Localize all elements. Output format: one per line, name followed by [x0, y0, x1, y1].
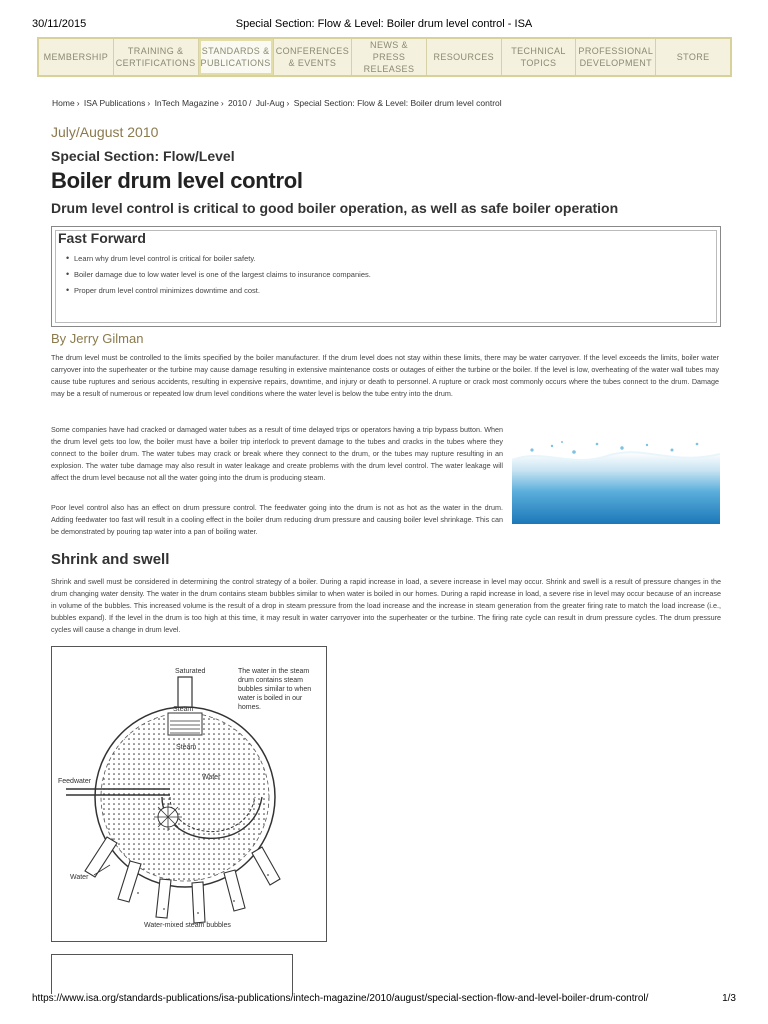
figure-label-water-tube: Water	[70, 874, 89, 881]
issue-date: July/August 2010	[51, 124, 159, 140]
article-deck: Drum level control is critical to good boiler operation, as well as safe boiler operation	[51, 200, 619, 216]
breadcrumb-year[interactable]: 2010	[228, 98, 247, 108]
paragraph: Poor level control also has an effect on drum pressure control. The feedwater going into the drum is not as hot as the water in the drum. Adding feedwater too fast will result in a cooling effect in the boiler drum reducing drum pressure and causing boiler level shrinkage. This can be demonstrated by pouring tap water into a pan of boiling water.	[51, 503, 503, 536]
paragraph: Shrink and swell must be considered in determining the control strategy of a boiler. During a rapid increase in load, a severe increase in level may occur. Shrink and swell is a result of pressure changes in the drum changing water density. The water in the drum contains steam bubbles similar to when water is boiled in our homes. During a rapid increase in load, a severe rise in level may occur because of an increase in volume of the bubbles. This increased volume is the result of a drop in steam pressure from the load increase and the increase in steam generation from the greater firing rate to match the load increase (i.e., bubbles expand). If the level in the drum is too high at this time, it may result in water carryover into the superheater or the turbine. The firing rate cycle can result in drum pressure cycles. The drum pressure cycles will cause a change in drum level.	[51, 577, 721, 634]
breadcrumb-issue[interactable]: Jul-Aug	[255, 98, 285, 108]
breadcrumb-home[interactable]: Home	[52, 98, 75, 108]
fast-forward-list	[66, 254, 371, 302]
water-splash-image	[512, 438, 720, 524]
nav-training-certifications[interactable]: TRAINING & CERTIFICATIONS	[113, 39, 198, 75]
article-title: Boiler drum level control	[51, 168, 303, 193]
nav-news-press[interactable]: NEWS & PRESS RELEASES	[351, 39, 426, 75]
list-item: • Proper drum level control minimizes downtime and cost.	[66, 286, 371, 295]
boiler-drum-figure	[51, 646, 327, 942]
print-header	[32, 18, 736, 30]
list-item: • Boiler damage due to low water level is one of the largest claims to insurance companies.	[66, 270, 371, 279]
section-heading: Shrink and swell	[51, 551, 170, 568]
steam-separator	[168, 713, 202, 735]
paragraph: The drum level must be controlled to the limits specified by the boiler manufacturer. If the drum level does not stay within these limits, there may be water carryover. If the level exceeds the limits, boiler water carryover into the superheater or the turbine may cause damage resulting in extensive maintenance costs or outages of either the turbine or the boiler. If the level is low, overheating of the water wall tubes may cause tube ruptures and serious accidents, resulting in expensive repairs, downtime, and injury or death to personnel. A rupture or crack most commonly occurs where the tubes connect to the drum. Damage may be a result of numerous or repeated low drum level conditions where the water level is below the tube entry into the drum.	[51, 353, 719, 398]
breadcrumb-current: Special Section: Flow & Level: Boiler drum level control	[293, 98, 502, 108]
print-footer	[32, 993, 736, 1004]
print-date: 30/11/2015	[32, 18, 87, 30]
nav-conferences-events[interactable]: CONFERENCES & EVENTS	[273, 39, 351, 75]
figure-label-steam-top: Steam	[173, 706, 194, 713]
print-page-title: Special Section: Flow & Level: Boiler drum level control - ISA	[235, 18, 533, 30]
breadcrumb-intech[interactable]: InTech Magazine	[154, 98, 219, 108]
breadcrumb-isa-publications[interactable]: ISA Publications	[83, 98, 146, 108]
figure-label-steam: Steam	[176, 744, 197, 751]
nav-membership[interactable]: MEMBERSHIP	[43, 52, 109, 62]
nav-store[interactable]: STORE	[655, 39, 730, 75]
figure-label-feedwater: Feedwater	[58, 778, 92, 785]
paragraph: Some companies have had cracked or damaged water tubes as a result of time delayed trips or operators having a trip bypass button. When the drum level gets too low, the boiler must have a boiler trip interlock to prevent damage to the tubes and cracks in the tubes where they connect to the boiler drum. The water tubes may crack or break where they connect to the drum, or the tubes may rupture resulting in an explosion. The water tube damage may also result in water leakage and create problems with the drum level control. The water leakage will affect the drum level because not all the water going into the drum is producing steam.	[51, 425, 503, 482]
byline: By Jerry Gilman	[51, 331, 144, 346]
figure-label-water: Water	[202, 774, 221, 781]
list-item: • Learn why drum level control is critical for boiler safety.	[66, 254, 371, 263]
fast-forward-title: Fast Forward	[58, 230, 146, 246]
nav-professional-development[interactable]: PROFESSIONAL DEVELOPMENT	[575, 39, 655, 75]
nav-resources[interactable]: RESOURCES	[426, 39, 501, 75]
nav-technical-topics[interactable]: TECHNICAL TOPICS	[501, 39, 576, 75]
section-kicker: Special Section: Flow/Level	[51, 148, 235, 164]
nav-standards-publications[interactable]: STANDARDS & PUBLICATIONS	[198, 39, 273, 75]
boiler-drum-diagram	[52, 647, 326, 941]
fast-forward-box	[51, 226, 721, 327]
print-page-count: 1/3	[722, 993, 736, 1004]
breadcrumb: Home › ISA Publications › InTech Magazine › 2010 / Jul-Aug › Special Section: Flow & Level: Boiler drum level control	[52, 98, 502, 108]
figure-label-saturated: Saturated	[175, 668, 206, 675]
figure-note: The water in the steam drum contains steam bubbles similar to when water is boiled in our homes.	[238, 668, 312, 711]
print-url[interactable]: https://www.isa.org/standards-publications/isa-publications/intech-magazine/2010/august/special-section-flow-and-level-boiler-drum-control/	[32, 993, 649, 1004]
next-figure-frame	[51, 954, 293, 994]
main-navigation	[37, 37, 732, 77]
figure-label-bubbles: Water-mixed steam bubbles	[144, 922, 231, 929]
